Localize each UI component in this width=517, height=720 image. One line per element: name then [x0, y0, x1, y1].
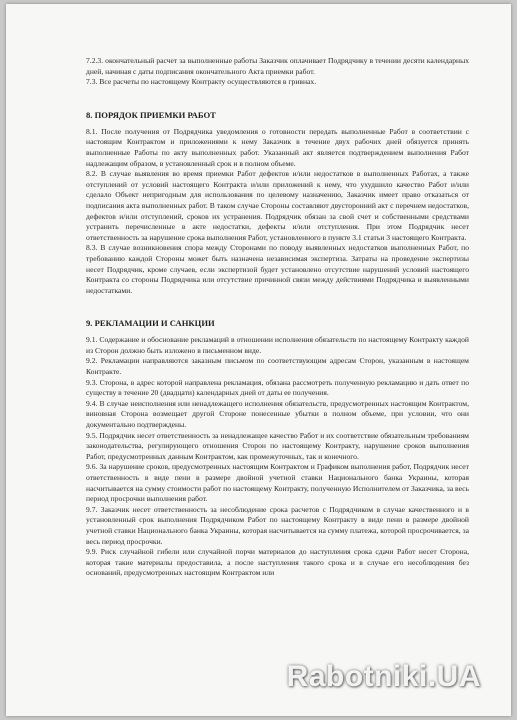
clause-8-2: 8.2. В случае выявления во время приемки Работ дефектов и/или недостатков в выполненных Работах, а также отступлений от условий настоящего Контракта и/или приложений к нему, что ухудшило качество Работ и/или сделало Объект непригодным для использования по целевому назначению, Заказчик имеет право отказаться от подписания акта выполненных работ. В таком случае Стороны составляют двусторонний акт с перечнем недостатков, дефектов и/или отступлений, сроков их устранения. Подрядчик обязан за свой счет и собственными средствами устранить перечисленные в акте недостатки, дефекты и/или отступления. При этом Подрядчик несет ответственность за нарушение срока выполнения Работ, установленного в пункте 3.1 статьи 3 настоящего Контракта.	[86, 169, 469, 242]
clause-9-3: 9.3. Сторона, в адрес которой направлена рекламация, обязана рассмотреть полученную рекламацию и дать ответ по существу в течение 20 (двадцати) календарных дней от даты ее получения.	[86, 377, 469, 398]
clause-9-6: 9.6. За нарушение сроков, предусмотренных настоящим Контрактом и Графиком выполнения работ, Подрядчик несет ответственность в виде пени в размере двойной учетной ставки Национального банка Украины, которая насчитывается на сумму стоимости работ по настоящему Контракту, полученную Исполнителем от Заказчика, за весь период просрочки выполнения работ.	[86, 462, 469, 504]
clause-9-5: 9.5. Подрядчик несет ответственность за ненадлежащее качество Работ и их соответствие обязательным требованиям законодательства, регулирующего отношения Сторон по настоящему Контракту, нарушение сроков выполнения Работ, предусмотренных данным Контрактом, как промежуточных, так и конечного.	[86, 430, 469, 461]
spacer	[86, 88, 469, 110]
clause-9-2: 9.2. Рекламации направляются заказным письмом по соответствующим адресам Сторон, указанным в настоящем Контракте.	[86, 356, 469, 377]
section-9-heading: 9. РЕКЛАМАЦИИ И САНКЦИИ	[86, 318, 215, 329]
spacer	[86, 296, 469, 318]
section-8-heading: 8. ПОРЯДОК ПРИЕМКИ РАБОТ	[86, 109, 216, 120]
clause-9-1: 9.1. Содержание и обоснование рекламаций в отношении исполнения обязательств по настоящему Контракту каждой из Сторон должно быть изложено в письменном виде.	[86, 335, 469, 355]
site-watermark: Rabotniki.UA	[286, 660, 481, 693]
clause-9-4: 9.4. В случае неисполнения или ненадлежащего исполнения обязательств, предусмотренных настоящим Контрактом, виновная Сторона возмещает другой Стороне понесенные убытки в полном объеме, при условии, что они документально подтверждены.	[86, 398, 469, 430]
document-content	[86, 56, 469, 579]
clause-9-9: 9.9. Риск случайной гибели или случайной порчи материалов до наступления срока сдачи Работ несет Сторона, которая такие материалы предоставила, а после наступления такого срока и в случае его несоблюдения без оснований, предусмотренных настоящим Контрактом или	[86, 547, 469, 578]
clause-8-3: 8.3. В случае возникновения спора между Сторонами по поводу выявленных недостатков выполненных Работ, по требованию каждой Стороны может быть назначена независимая экспертиза. Затраты на проведение экспертизы несет Подрядчик, кроме случаев, если экспертизой будет установлено отсутствие нарушений условий настоящего Контракта со стороны Подрядчика или отсутствие причинной связи между действиями Подрядчика и выявленными недостатками.	[86, 243, 469, 295]
document-page	[6, 4, 511, 716]
clause-7-2-3: 7.2.3. окончательный расчет за выполненные работы Заказчик оплачивает Подрядчику в течении десяти календарных дней, начиная с даты подписания окончательного Акта приемки работ.	[86, 56, 469, 76]
clause-8-1: 8.1. После получения от Подрядчика уведомления о готовности передать выполненные Работ в соответствии с настоящим Контрактом и приложениями к нему Заказчик в течение двух рабочих дней обязуется принять выполненные Работы по акту выполненных работ. Указанный акт является подтверждением выполнения Работ надлежащим образом, в установленный срок и в полном объеме.	[86, 126, 469, 168]
clause-7-3: 7.3. Все расчеты по настоящему Контракту осуществляются в гривнах.	[86, 77, 317, 87]
clause-9-7: 9.7. Заказчик несет ответственность за несоблюдение срока расчетов с Подрядчиком в случае качественного и в установленный срок выполнения Подрядчиком Работ по настоящему Контракту в виде пени в размере двойной учетной ставки Национального банка Украины, которая насчитывается на сумму платежа, которой просрочивается, за весь период просрочки.	[86, 504, 469, 546]
